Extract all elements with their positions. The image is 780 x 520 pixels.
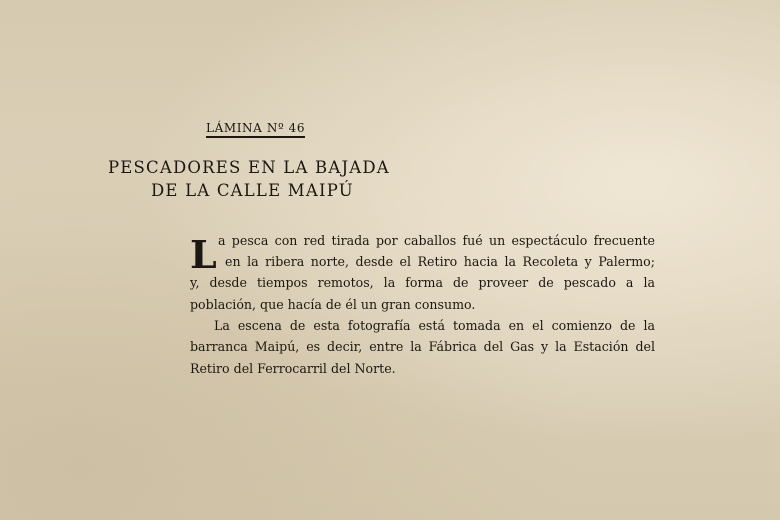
body-line: barranca Maipú, es decir, entre la Fábrica del Gas y la Estación del <box>190 339 655 354</box>
body-line: La escena de esta fotografía está tomada en el comienzo de la <box>214 318 655 333</box>
body-line: población, que hacía de él un gran consumo. <box>190 297 476 312</box>
body-line: y, desde tiempos remotos, la forma de proveer de pescado a la <box>190 275 655 290</box>
plate-number: LÁMINA Nº 46 <box>206 121 305 138</box>
title-line-1: PESCADORES EN LA BAJADA <box>108 158 390 177</box>
body-line: a pesca con red tirada por caballos fué un espectáculo frecuente <box>218 233 655 248</box>
drop-cap: L <box>190 232 217 277</box>
body-line: en la ribera norte, desde el Retiro hacia la Recoleta y Palermo; <box>225 254 655 269</box>
body-line: Retiro del Ferrocarril del Norte. <box>190 361 396 376</box>
title-line-2: DE LA CALLE MAIPÚ <box>151 181 354 200</box>
